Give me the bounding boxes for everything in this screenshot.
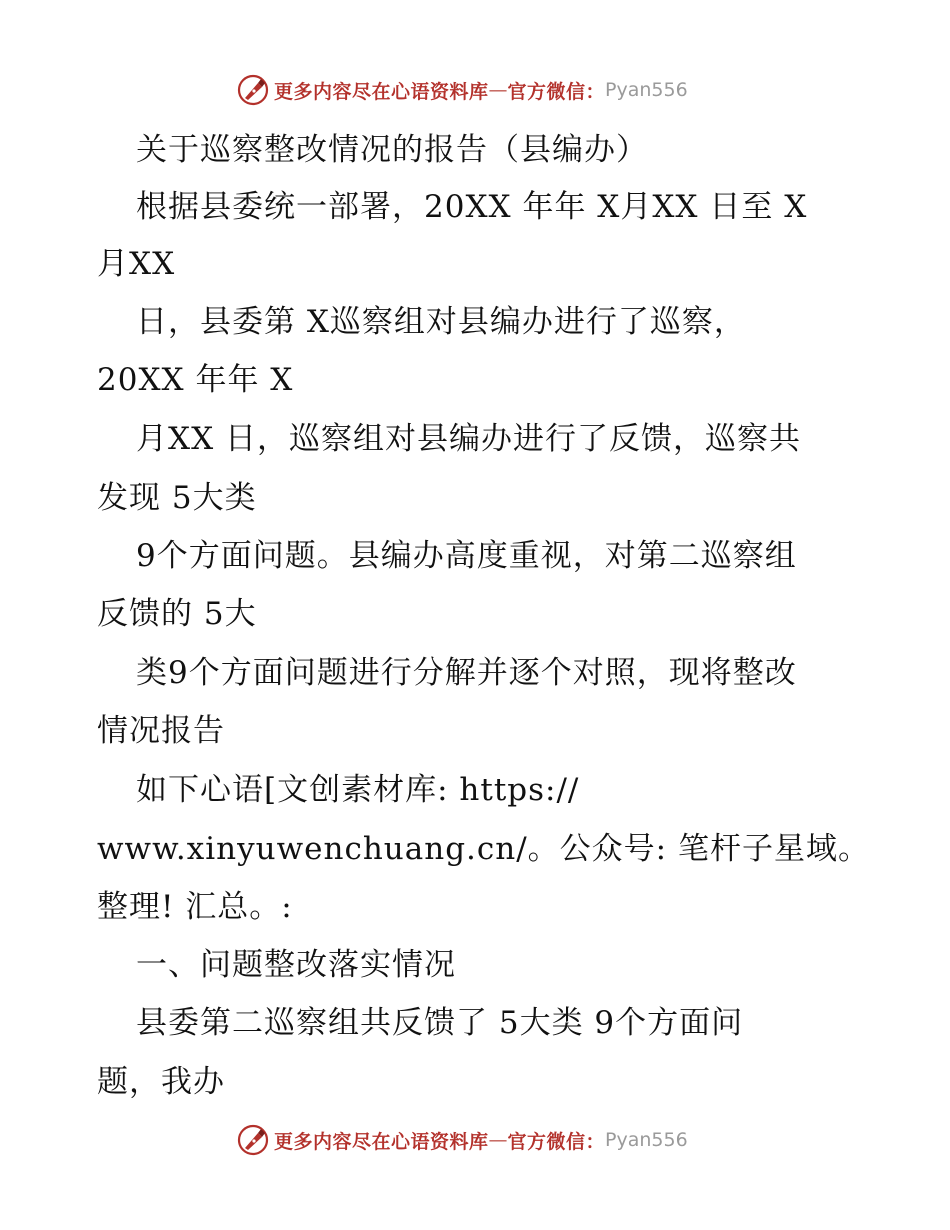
watermark-dash: — xyxy=(488,79,508,101)
watermark-brand-text: 更多内容尽在心语资料库 xyxy=(274,80,489,103)
text-line: 类9个方面问题进行分解并逐个对照，现将整改 xyxy=(136,655,797,691)
text-line: 月XX 日，巡察组对县编办进行了反馈，巡察共 xyxy=(136,421,801,457)
section-heading: 一、问题整改落实情况 xyxy=(136,947,456,983)
text-line: 9个方面问题。县编办高度重视，对第二巡察组 xyxy=(136,538,797,574)
text-line: 题，我办 xyxy=(97,1064,225,1100)
watermark-dash: — xyxy=(488,1129,508,1151)
watermark-contact-label: 官方微信： xyxy=(507,80,606,103)
watermark-contact-id: Pyan556 xyxy=(605,1129,688,1151)
watermark-brand-text: 更多内容尽在心语资料库 xyxy=(274,1130,489,1153)
pen-nib-logo-icon xyxy=(236,1123,270,1157)
text-line: www.xinyuwenchuang.cn/。公众号: 笔杆子星域。 xyxy=(97,831,870,867)
text-line: 发现 5大类 xyxy=(97,480,257,516)
footer-watermark xyxy=(236,1122,688,1158)
text-line: 日，县委第 X巡察组对县编办进行了巡察， xyxy=(136,304,746,340)
header-watermark xyxy=(236,72,688,108)
document-title: 关于巡察整改情况的报告（县编办） xyxy=(136,132,648,168)
watermark-contact-id: Pyan556 xyxy=(605,79,688,101)
text-line: 反馈的 5大 xyxy=(97,596,257,632)
text-line: 20XX 年年 X xyxy=(97,362,294,398)
text-line: 如下心语[文创素材库: https:// xyxy=(136,772,580,808)
text-line: 整理! 汇总。: xyxy=(97,889,293,925)
text-line: 月XX xyxy=(97,246,176,282)
watermark-contact-label: 官方微信： xyxy=(507,1130,606,1153)
text-line: 情况报告 xyxy=(97,713,225,749)
text-line: 根据县委统一部署，20XX 年年 X月XX 日至 X xyxy=(136,189,808,225)
text-line: 县委第二巡察组共反馈了 5大类 9个方面问 xyxy=(136,1005,744,1041)
pen-nib-logo-icon xyxy=(236,73,270,107)
